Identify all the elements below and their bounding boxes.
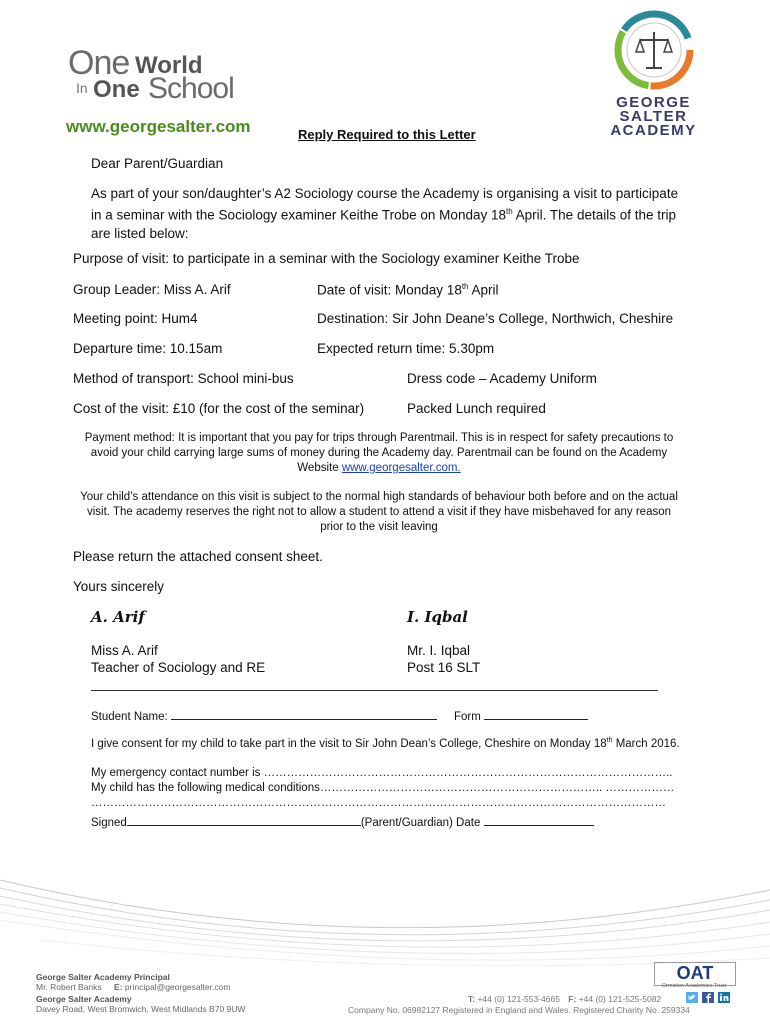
footer-address: Davey Road, West Bromwich, West Midlands B70 9UW: [36, 1004, 246, 1014]
footer-principal-title: George Salter Academy Principal: [36, 972, 170, 982]
footer-tel-label: T:: [468, 994, 476, 1004]
intro-text-a: As part of your son/daughter’s A2 Sociology course the Academy is organising a visit to participate in a seminar with the Sociology examiner Keithe Trobe on Monday 18: [91, 186, 679, 223]
payment-text: Payment method: It is important that you pay for trips through Parentmail. This is in respect for safety precautions to avoid your child carrying large sums of money during the Academy day. Parentmail can be found on the Academy Website: [84, 432, 674, 474]
footer-company: Company No. 06982127 Registered in England and Wales. Registered Charity No. 259334: [348, 1005, 690, 1015]
return-consent-sheet: Please return the attached consent sheet.: [73, 549, 323, 564]
dress-code: Dress code – Academy Uniform: [407, 371, 597, 386]
twitter-icon[interactable]: [686, 992, 698, 1003]
academy-name: [596, 96, 711, 138]
footer-principal-row: [36, 982, 230, 992]
signatory-role-2: Post 16 SLT: [407, 660, 481, 675]
footer-phone-row: [468, 994, 661, 1004]
footer-wave-graphic: [0, 850, 770, 970]
consent-statement: [91, 737, 680, 750]
consent-text-a: I give consent for my child to take part in the visit to Sir John Dean’s College, Cheshire on Monday 18: [91, 737, 607, 750]
intro-sup: th: [505, 207, 513, 216]
logo-world-text: World: [135, 52, 203, 79]
oat-subtitle: Ormiston Academies Trust: [661, 983, 727, 989]
signatory-name-1: Miss A. Arif: [91, 643, 158, 658]
signed-row: [91, 813, 594, 829]
medical-conditions: My child has the following medical conditions……………………………………………………………….. ………………: [91, 782, 675, 794]
signatory-name-2: Mr. I. Iqbal: [407, 643, 471, 658]
closing: Yours sincerely: [73, 579, 165, 594]
date-text-a: Date of visit: Monday 18: [317, 282, 462, 298]
signature-iqbal: I. Iqbal: [407, 608, 468, 626]
attendance-notice: Your child’s attendance on this visit is subject to the normal high standards of behaviour both before and on the actual visit. The academy reserves the right not to allow a student to attend a visit if they have misbehaved for any reason prior to the visit leaving: [80, 491, 678, 533]
signature-field[interactable]: [127, 813, 361, 826]
logo-one2-text: One: [93, 76, 140, 103]
destination: Destination: Sir John Deane’s College, Northwich, Cheshire: [317, 311, 674, 326]
footer-fax: +44 (0) 121-525-5082: [576, 994, 662, 1004]
consent-text-b: March 2016.: [612, 737, 680, 750]
academy-name-line1: GEORGE: [616, 94, 691, 111]
oat-logo: OAT: [654, 962, 736, 986]
header-website: www.georgesalter.com: [66, 117, 251, 136]
emergency-contact: My emergency contact number is ……………………………………………………………………………………………..: [91, 767, 673, 779]
purpose-of-visit: Purpose of visit: to participate in a seminar with the Sociology examiner Keithe Trobe: [73, 251, 580, 266]
footer-academy-title: George Salter Academy: [36, 994, 132, 1004]
student-name-field[interactable]: [171, 707, 437, 720]
consent-sup: th: [606, 737, 613, 744]
academy-crest-icon: [612, 8, 696, 92]
date-field[interactable]: [484, 813, 594, 826]
payment-method: [80, 431, 678, 476]
form-row: [454, 707, 588, 723]
form-field[interactable]: [484, 707, 588, 720]
student-name-row: [91, 707, 437, 723]
meeting-point: Meeting point: Hum4: [73, 311, 198, 326]
date-of-visit: [317, 282, 499, 298]
departure-time: Departure time: 10.15am: [73, 341, 223, 356]
cost-of-visit: Cost of the visit: £10 (for the cost of the seminar): [73, 401, 365, 416]
logo-one-text: One: [68, 44, 130, 82]
logo-school-text: School: [148, 72, 234, 105]
greeting: Dear Parent/Guardian: [91, 156, 224, 171]
letter-heading: Reply Required to this Letter: [298, 127, 476, 142]
footer-email-label: E:: [114, 982, 123, 992]
student-name-label: Student Name:: [91, 711, 171, 723]
footer-principal-name: Mr. Robert Banks: [36, 982, 102, 992]
logo-in-text: In: [76, 80, 88, 96]
group-leader: Group Leader: Miss A. Arif: [73, 282, 231, 297]
facebook-icon[interactable]: [702, 992, 714, 1003]
footer-fax-label: F:: [568, 994, 577, 1004]
signed-label: Signed: [91, 817, 127, 829]
academy-name-line2: SALTER: [619, 108, 688, 125]
cut-line-divider: [91, 690, 658, 691]
intro-paragraph: [91, 185, 681, 243]
intro-text-b: April. The details of the trip are listed below:: [91, 207, 676, 241]
date-text-b: April: [468, 282, 499, 298]
payment-website-link[interactable]: www.georgesalter.com.: [341, 462, 461, 474]
footer-email: principal@georgesalter.com: [122, 982, 231, 992]
medical-conditions-line: ……………………………………………………………………………………………………………………………………: [91, 797, 666, 809]
parent-date-label: (Parent/Guardian) Date: [360, 817, 484, 829]
packed-lunch: Packed Lunch required: [407, 401, 546, 416]
signature-arif: A. Arif: [91, 608, 145, 626]
footer-tel: +44 (0) 121-553-4665: [475, 994, 560, 1004]
return-time: Expected return time: 5.30pm: [317, 341, 495, 356]
linkedin-icon[interactable]: [718, 992, 730, 1003]
transport: Method of transport: School mini-bus: [73, 371, 294, 386]
academy-name-line3: ACADEMY: [610, 122, 697, 139]
form-label: Form: [454, 711, 485, 723]
signatory-role-1: Teacher of Sociology and RE: [91, 660, 266, 675]
date-sup: th: [461, 282, 469, 291]
